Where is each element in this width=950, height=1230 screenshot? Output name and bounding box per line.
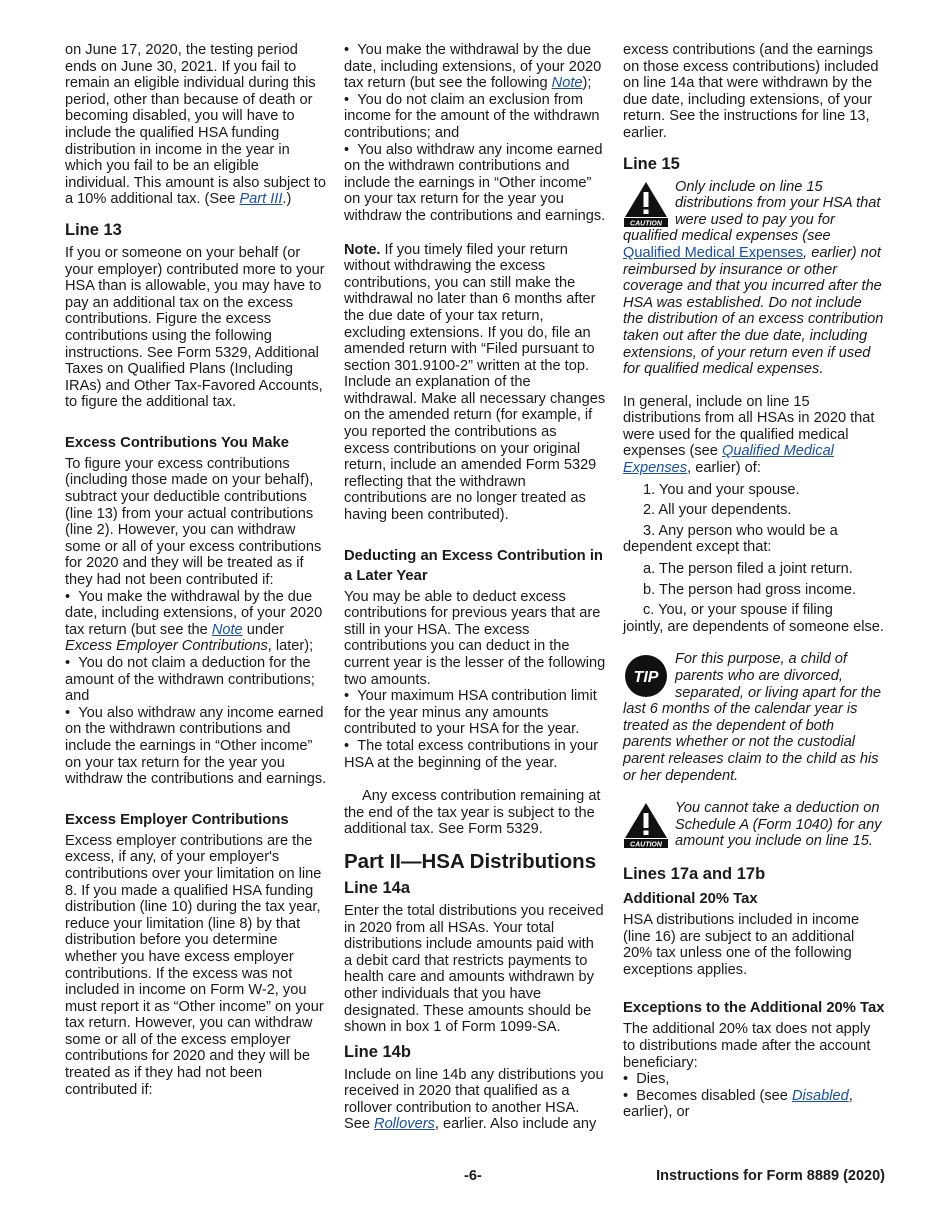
list-item-continued: dependent except that:: [623, 539, 772, 556]
page-number: -6-: [464, 1168, 482, 1184]
heading-lines-17: Lines 17a and 17b: [623, 864, 766, 883]
tip-note: TIP For this purpose, a child of parents who are divorced, separated, or living apart for the last 6 months of the calendar year is treated as the dependent of both parents whether or not the custodial parent releases claim to the child as his or her dependent.: [623, 651, 882, 784]
caution-note: CAUTION You cannot take a deduction on Schedule A (Form 1040) for any amount you include on line 15.: [623, 800, 885, 850]
caution-label: CAUTION: [630, 220, 662, 227]
paragraph: excess contributions (and the earnings on those excess contributions) included on line 14a that were withdrawn by the due date, including extensions, of your return. See the instructions for line 13, earlier.: [623, 42, 879, 141]
list-item: c. You, or your spouse if filing: [643, 602, 833, 619]
caution-icon: [623, 802, 669, 848]
note-link[interactable]: Note: [551, 75, 583, 92]
heading-line-15: Line 15: [623, 154, 680, 173]
heading-line-14b: Line 14b: [344, 1042, 411, 1061]
bullet-item: • You also withdraw any income earned on the withdrawn contributions and include the earnings in “Other income” on your tax return for the year you withdraw the contributions and earnings.: [344, 141, 606, 224]
bullet-item: • You do not claim a deduction for the amount of the withdrawn contributions; and: [65, 655, 315, 705]
paragraph: To figure your excess contributions (including those made on your behalf), subtract your deductible contributions (line 13) from your actual contributions (line 2). However, you can withdraw some or all of your excess contributions for 2020 and they will be treated as if they had not been contributed if:: [65, 455, 322, 589]
tip-label: TIP: [633, 669, 659, 687]
bullet-item: • You do not claim an exclusion from income for the amount of the withdrawn contributions; and: [344, 91, 600, 141]
rollovers-link[interactable]: Rollovers: [374, 1116, 435, 1133]
column-2: [344, 42, 606, 1133]
note-paragraph: Note. If you timely filed your return without withdrawing the excess contributions, you can still make the withdrawal no later than 6 months after the due date of your tax return, excluding extensions. If you do, file an amended return with “Filed pursuant to section 301.9100-2” written at the top. Include an explanation of the withdrawal. Make all necessary changes on the amended return (for example, if you reported the contributions as excess contributions on your original return, include an amended Form 5329 reflecting that the withdrawn contributions are no longer treated as having been contributed).: [344, 241, 606, 524]
paragraph: Enter the total distributions you received in 2020 from all HSAs. Your total distributions include amounts paid with a debit card that restricts payments to health care and amounts withdrawn by other individuals that you have designated. These amounts should be shown in box 1 of Form 1099-SA.: [344, 902, 604, 1036]
heading-line-13: Line 13: [65, 220, 122, 239]
paragraph: Excess employer contributions are the excess, if any, of your employer's contributions over your limitation on line 8. If you made a qualified HSA funding distribution (line 10) during the tax year, reduce your limitation (line 8) by that distribution before you determine whether you have excess employer contributions. If the excess was not included in income on Form W-2, you must report it as “Other income” on your tax return. However, you can withdraw some or all of the excess employer contributions for 2020 and they will be treated as if they had not been contributed if:: [65, 832, 324, 1098]
disabled-link[interactable]: Disabled: [791, 1087, 849, 1104]
bullet-item: • Dies,: [623, 1071, 670, 1088]
bullet-item: • You make the withdrawal by the due date, including extensions, of your 2020 tax return (but see the following Note);: [344, 42, 602, 92]
caution-icon: [623, 181, 669, 227]
bullet-item: • Becomes disabled (see Disabled, earlier), or: [623, 1087, 853, 1121]
document-title: Instructions for Form 8889 (2020): [656, 1168, 885, 1184]
paragraph: In general, include on line 15 distributions from all HSAs in 2020 that were used for the qualified medical expenses (see Qualified Medical Expenses, earlier) of:: [623, 393, 875, 477]
heading-part-ii: Part II—HSA Distributions: [344, 849, 597, 873]
list-item: 1. You and your spouse.: [643, 481, 800, 498]
qualified-medical-expenses-link[interactable]: Qualified Medical Expenses: [623, 443, 834, 477]
svg-text:CAUTION: CAUTION: [630, 841, 662, 849]
heading-excess-contributions: Excess Contributions You Make: [65, 434, 289, 451]
bullet-item: • Your maximum HSA contribution limit for the year minus any amounts contributed to your HSA for the year.: [344, 688, 597, 738]
heading-deducting-excess: Deducting an Excess Contribution in a Later Year: [344, 547, 603, 584]
qualified-medical-expenses-link[interactable]: Qualified Medical Expenses: [623, 244, 804, 261]
list-item: 3. Any person who would be a: [643, 522, 838, 539]
bullet-item: • The total excess contributions in your HSA at the beginning of the year.: [344, 737, 599, 771]
paragraph: If you or someone on your behalf (or your employer) contributed more to your HSA than is allowable, you may have to pay an additional tax on the excess contributions. Figure the excess contributions using the following instructions. See Form 5329, Additional Taxes on Qualified Plans (Including IRAs) and Other Tax-Favored Accounts, to figure the additional tax.: [65, 244, 325, 411]
paragraph: Include on line 14b any distributions you received in 2020 that qualified as a rollover contribution to another HSA. See Rollovers, earlier. Also include any: [344, 1066, 604, 1133]
column-3: [623, 42, 885, 1121]
part-iii-link[interactable]: Part III: [239, 191, 283, 208]
paragraph: on June 17, 2020, the testing period ends on June 30, 2021. If you fail to remain an eligible individual during this period, other than because of death or becoming disabled, you will have to include the qualified HSA funding distribution in income in the year in which you fail to be an eligible individual. This amount is also subject to a 10% additional tax. (See Part III.): [65, 42, 326, 208]
bullet-item: • You make the withdrawal by the due date, including extensions, of your 2020 tax return (but see the Note under Excess Employer Contributions, later);: [65, 588, 323, 655]
paragraph: You may be able to deduct excess contributions for previous years that are still in your HSA. The excess contributions you can deduct in the current year is the lesser of the following two amounts.: [344, 588, 606, 688]
tip-icon: [623, 653, 669, 699]
list-item: 2. All your dependents.: [643, 502, 792, 519]
paragraph: The additional 20% tax does not apply to distributions made after the account beneficiary:: [623, 1021, 871, 1071]
heading-line-14a: Line 14a: [344, 878, 411, 897]
heading-additional-20: Additional 20% Tax: [623, 890, 758, 907]
list-item: b. The person had gross income.: [643, 581, 857, 598]
heading-exceptions: Exceptions to the Additional 20% Tax: [623, 1000, 885, 1017]
note-link[interactable]: Note: [211, 621, 243, 638]
heading-excess-employer: Excess Employer Contributions: [65, 811, 289, 828]
paragraph: Any excess contribution remaining at the end of the tax year is subject to the additional tax. See Form 5329.: [344, 788, 601, 838]
column-1: [65, 42, 327, 1098]
paragraph: HSA distributions included in income (line 16) are subject to an additional 20% tax unless one of the following exceptions applies.: [623, 911, 860, 978]
bullet-item: • You also withdraw any income earned on the withdrawn contributions and include the earnings in “Other income” on your tax return for the year you withdraw the contributions and earnings.: [65, 704, 327, 788]
list-item: a. The person filed a joint return.: [643, 561, 853, 578]
list-item-continued: jointly, are dependents of someone else.: [623, 618, 884, 635]
caution-note: CAUTION Only include on line 15 distributions from your HSA that were used to pay you for qualified medical expenses (see Qualified Medical Expenses, earlier) not reimbursed by insurance or other coverage and that you incurred after the HSA was established. Do not include the distribution of an excess contribution taken out after the due date, including extensions, of your return even if used for qualified medical expenses.: [623, 178, 884, 378]
